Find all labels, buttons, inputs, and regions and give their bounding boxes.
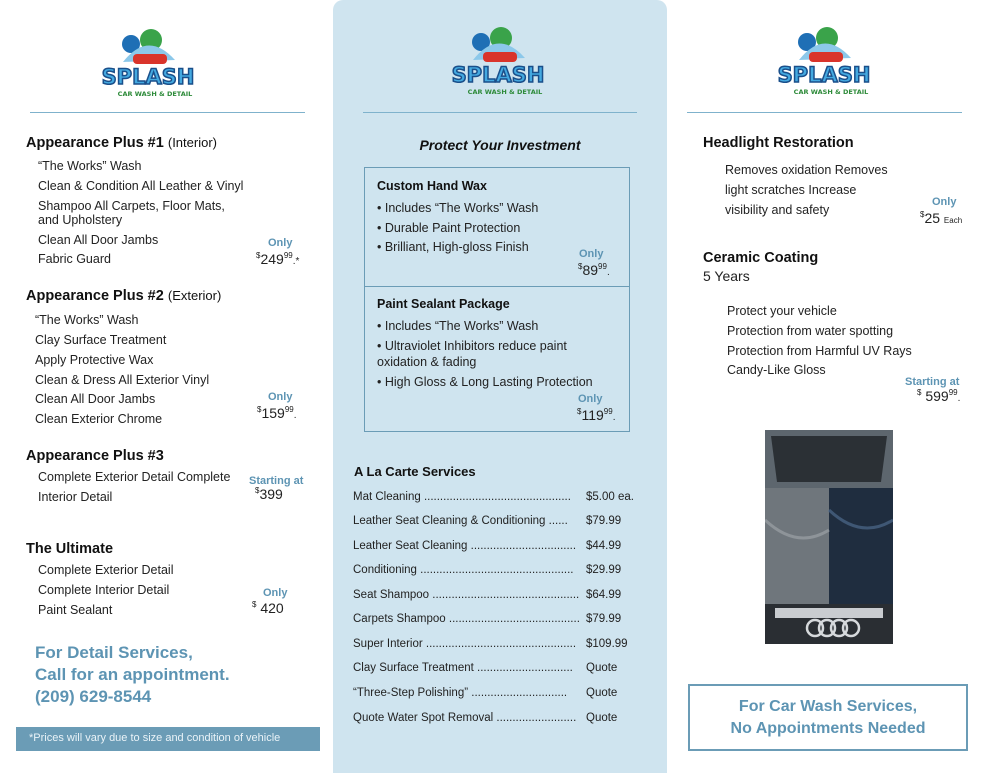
ultimate-price: $ 420 bbox=[252, 600, 284, 616]
list-item: Paint Sealant bbox=[38, 603, 113, 617]
list-item: Clean All Door Jambs bbox=[35, 392, 156, 406]
ap3-heading: Appearance Plus #3 bbox=[26, 448, 164, 464]
ap2-price: $^{\$}159^{99}$. bbox=[257, 405, 297, 421]
sealant-box bbox=[364, 286, 630, 432]
wax-box bbox=[364, 167, 630, 287]
section-title: Protect Your Investment bbox=[419, 137, 581, 153]
service-price: Quote bbox=[586, 712, 618, 724]
wax-heading: Custom Hand Wax bbox=[377, 179, 487, 193]
ceramic-coating-photo bbox=[765, 430, 893, 644]
list-item: Clean All Door Jambs bbox=[38, 233, 159, 247]
list-item: • Includes “The Works” Wash bbox=[377, 319, 539, 333]
list-item: Protection from water spotting bbox=[727, 324, 894, 338]
service-price: $29.99 bbox=[586, 564, 622, 576]
ap2-heading: Appearance Plus #2 (Exterior) bbox=[26, 288, 222, 304]
callout-line: Call for an appointment. bbox=[35, 665, 230, 684]
description-line: visibility and safety bbox=[725, 203, 830, 217]
divider bbox=[30, 112, 305, 113]
car-wash-callout bbox=[688, 684, 968, 751]
service-name: Clay Surface Treatment .............................. bbox=[353, 662, 573, 674]
sealant-price: $^{\$}119^{99}$. bbox=[577, 407, 616, 423]
only-label: Only bbox=[578, 393, 603, 405]
list-item: Clean & Condition All Leather & Vinyl bbox=[38, 179, 244, 193]
service-price: $79.99 bbox=[586, 515, 622, 527]
list-item: • Brilliant, High-gloss Finish bbox=[377, 240, 529, 254]
callout-line: No Appointments Needed bbox=[730, 720, 926, 737]
starting-at-label: Starting at bbox=[249, 475, 304, 487]
middle-panel bbox=[333, 0, 667, 773]
list-item: oxidation & fading bbox=[377, 355, 477, 369]
service-price: Quote bbox=[586, 662, 618, 674]
list-item: Clean & Dress All Exterior Vinyl bbox=[35, 373, 210, 387]
list-item: Complete Exterior Detail Complete bbox=[38, 470, 231, 484]
ceramic-heading: Ceramic Coating bbox=[703, 250, 819, 266]
headlight-price: $25 Each bbox=[920, 210, 963, 226]
service-name: Seat Shampoo .............................................. bbox=[353, 589, 580, 601]
list-item: • Durable Paint Protection bbox=[377, 221, 521, 235]
ultimate-heading: The Ultimate bbox=[26, 541, 114, 557]
splash-logo bbox=[93, 22, 203, 104]
list-item: Interior Detail bbox=[38, 490, 113, 504]
service-price: $79.99 bbox=[586, 613, 622, 625]
phone-number[interactable]: (209) 629-8544 bbox=[35, 687, 152, 706]
service-name: “Three-Step Polishing” .............................. bbox=[353, 687, 568, 699]
service-name: Super Interior ............................................... bbox=[353, 638, 577, 650]
logo-wordmark: SPLASH bbox=[101, 65, 195, 89]
service-price: $5.00 ea. bbox=[586, 491, 634, 503]
service-name: Quote Water Spot Removal ......................... bbox=[353, 712, 577, 724]
list-item: Protect your vehicle bbox=[727, 304, 837, 318]
description-line: light scratches Increase bbox=[725, 183, 857, 197]
ap1-price: $^{\$}249^{99}.*$ bbox=[256, 251, 300, 267]
sealant-heading: Paint Sealant Package bbox=[377, 297, 510, 311]
logo-subtitle: CAR WASH & DETAIL bbox=[467, 88, 543, 96]
wax-price: $^{\$}89^{99}$. bbox=[578, 262, 610, 278]
callout-line: For Car Wash Services, bbox=[738, 698, 918, 715]
list-item: • High Gloss & Long Lasting Protection bbox=[377, 375, 593, 389]
only-label: Only bbox=[579, 248, 604, 260]
service-price: $64.99 bbox=[586, 589, 622, 601]
logo-subtitle: CAR WASH & DETAIL bbox=[117, 90, 193, 98]
logo-wordmark: SPLASH bbox=[777, 63, 871, 87]
service-name: Carpets Shampoo ......................................... bbox=[353, 613, 580, 625]
starting-at-label: Starting at bbox=[905, 376, 960, 388]
service-price: $44.99 bbox=[586, 540, 622, 552]
ceramic-price: $ $599^{99}$. bbox=[917, 388, 961, 404]
divider bbox=[363, 112, 637, 113]
only-label: Only bbox=[268, 237, 293, 249]
list-item: Apply Protective Wax bbox=[35, 353, 154, 367]
service-name: Mat Cleaning .............................................. bbox=[353, 491, 571, 503]
only-label: Only bbox=[263, 587, 288, 599]
ap1-heading: Appearance Plus #1 (Interior) bbox=[26, 135, 217, 151]
callout-line: For Detail Services, bbox=[35, 643, 193, 662]
list-item: and Upholstery bbox=[38, 213, 123, 227]
ceramic-subtitle: 5 Years bbox=[703, 268, 750, 284]
list-item: Complete Exterior Detail bbox=[38, 563, 174, 577]
divider bbox=[687, 112, 962, 113]
splash-logo bbox=[443, 20, 553, 102]
ap3-price: $399 bbox=[255, 486, 283, 502]
headlight-heading: Headlight Restoration bbox=[703, 135, 854, 151]
left-panel bbox=[0, 0, 333, 773]
only-label: Only bbox=[268, 391, 293, 403]
list-item: • Includes “The Works” Wash bbox=[377, 201, 539, 215]
list-item: “The Works” Wash bbox=[35, 313, 139, 327]
service-price: $109.99 bbox=[586, 638, 628, 650]
a-la-carte-heading: A La Carte Services bbox=[354, 464, 476, 479]
service-name: Leather Seat Cleaning & Conditioning ...... bbox=[353, 515, 568, 527]
list-item: Protection from Harmful UV Rays bbox=[727, 344, 912, 358]
list-item: Clay Surface Treatment bbox=[35, 333, 167, 347]
service-price: Quote bbox=[586, 687, 618, 699]
right-panel bbox=[667, 0, 1000, 773]
list-item: Shampoo All Carpets, Floor Mats, bbox=[38, 199, 225, 213]
only-label: Only bbox=[932, 196, 957, 208]
list-item: “The Works” Wash bbox=[38, 159, 142, 173]
service-name: Leather Seat Cleaning ................................. bbox=[353, 540, 577, 552]
list-item: Complete Interior Detail bbox=[38, 583, 170, 597]
service-name: Conditioning ................................................ bbox=[353, 564, 574, 576]
list-item: Clean Exterior Chrome bbox=[35, 412, 163, 426]
detail-callout bbox=[35, 642, 230, 708]
pricing-note: *Prices will vary due to size and condition of vehicle bbox=[16, 727, 320, 751]
list-item: • Ultraviolet Inhibitors reduce paint bbox=[377, 339, 567, 353]
splash-logo bbox=[769, 20, 879, 102]
description-line: Removes oxidation Removes bbox=[725, 163, 888, 177]
list-item: Fabric Guard bbox=[38, 252, 111, 266]
logo-subtitle: CAR WASH & DETAIL bbox=[793, 88, 869, 96]
list-item: Candy-Like Gloss bbox=[727, 363, 826, 377]
logo-wordmark: SPLASH bbox=[451, 63, 545, 87]
